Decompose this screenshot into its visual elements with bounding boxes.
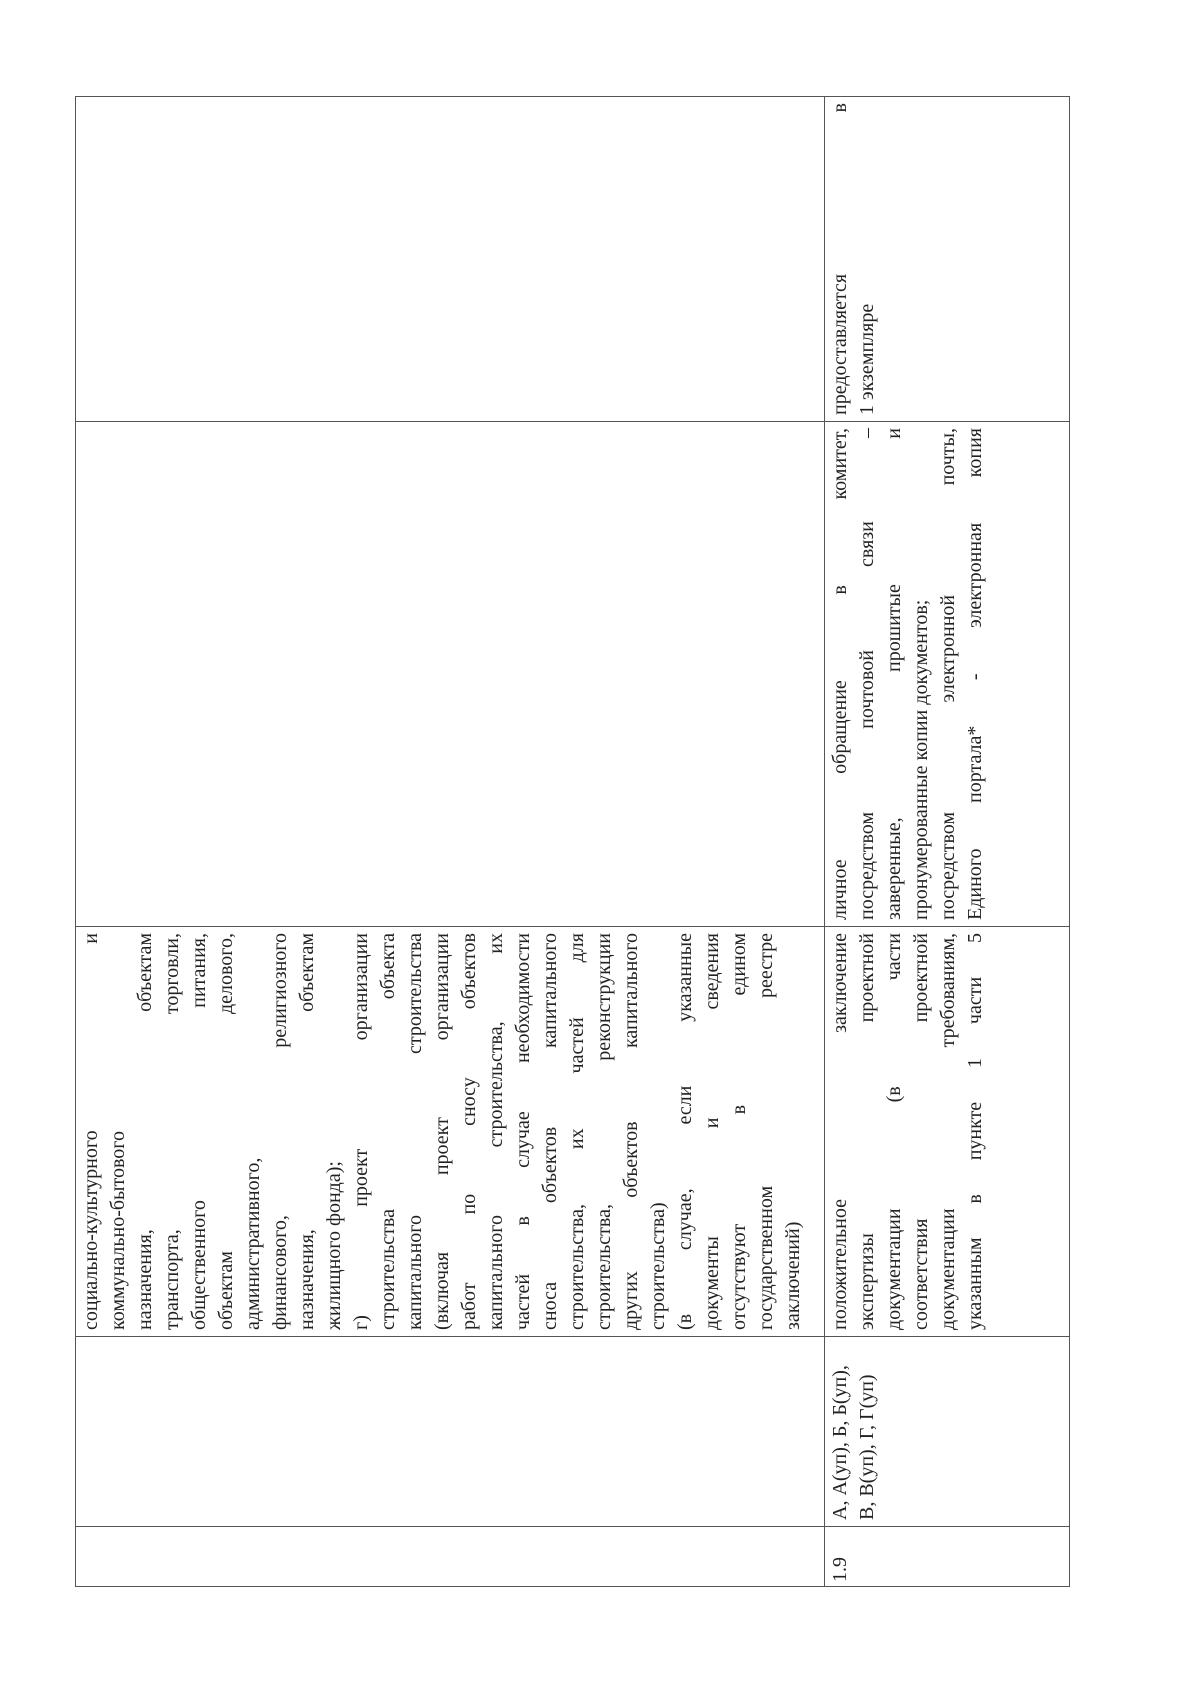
text-line: посредством электронной почты, (937, 428, 959, 920)
table-row-continued (76, 97, 825, 1587)
text-line: пронумерованные копии документов; (910, 599, 932, 920)
text-line: документации требованиям, (937, 933, 959, 1330)
documents-cell (825, 927, 1070, 1337)
text-line: заверенные, прошитые и (883, 428, 905, 920)
text-line: капитального строительства (404, 933, 426, 1330)
text-line: жилищного фонда); (323, 1161, 345, 1330)
table-row-1-9 (825, 97, 1070, 1587)
text-line: государственном реестре (755, 933, 777, 1330)
text-line: транспорта, торговли, (161, 933, 183, 1330)
text-line: предоставляется в (829, 103, 851, 415)
text-line: коммунально-бытового (107, 1131, 129, 1330)
text-line: административного, (242, 1157, 264, 1330)
text-line: отсутствуют в едином (728, 933, 750, 1330)
text-line: частей в случае необходимости (512, 933, 534, 1330)
text-line: капитального строительства, их (485, 933, 507, 1330)
submission-method-cell (825, 422, 1070, 927)
submission-method-cell (76, 422, 825, 927)
text-line: строительства, реконструкции (593, 933, 615, 1330)
text-line: личное обращение в комитет, (829, 428, 851, 920)
text-line: (включая проект организации (431, 933, 453, 1330)
quantity-cell (825, 97, 1070, 422)
text-line: указанным в пункте 1 части 5 (964, 933, 986, 1330)
text-line: сноса объектов капитального (539, 933, 561, 1330)
text-line: финансового, религиозного (269, 933, 291, 1330)
text-line: документы и сведения (701, 933, 723, 1330)
text-line: назначения, объектам (134, 933, 156, 1330)
categories-cell (825, 1337, 1070, 1527)
text-line: посредством почтовой связи – (856, 428, 878, 920)
text-line: Единого портала* - электронная копия (964, 428, 986, 920)
text-line: социально-культурного и (80, 933, 102, 1330)
rotated-page (75, 97, 1075, 1587)
text-line: работ по сносу объектов (458, 933, 480, 1330)
text-line: объектам делового, (215, 933, 237, 1330)
text-line: г) проект организации (350, 933, 372, 1330)
text-line: других объектов капитального (620, 933, 642, 1330)
text-line: (в случае, если указанные (674, 933, 696, 1330)
text-line: строительства) (647, 1202, 669, 1330)
text-line: заключений) (782, 1221, 804, 1330)
documents-cell (76, 927, 825, 1337)
text-line: строительства, их частей для (566, 933, 588, 1330)
quantity-cell (76, 97, 825, 422)
text-line: общественного питания, (188, 933, 210, 1330)
documents-table (75, 96, 1070, 1587)
text-line: экспертизы проектной (856, 933, 878, 1330)
categories-line: А, А(уп), Б, Б(уп), (829, 1365, 851, 1520)
text-line: 1 экземпляре (856, 303, 878, 415)
text-line: соответствия проектной (910, 933, 932, 1330)
row-number-cell: 1.9 (825, 1527, 1070, 1587)
text-line: документации (в части (883, 933, 905, 1330)
text-line: положительное заключение (829, 933, 851, 1330)
categories-line: В, В(уп), Г, Г(уп) (856, 1374, 878, 1520)
row-number-cell (76, 1527, 825, 1587)
categories-cell (76, 1337, 825, 1527)
text-line: строительства объекта (377, 933, 399, 1330)
text-line: назначения, объектам (296, 933, 318, 1330)
